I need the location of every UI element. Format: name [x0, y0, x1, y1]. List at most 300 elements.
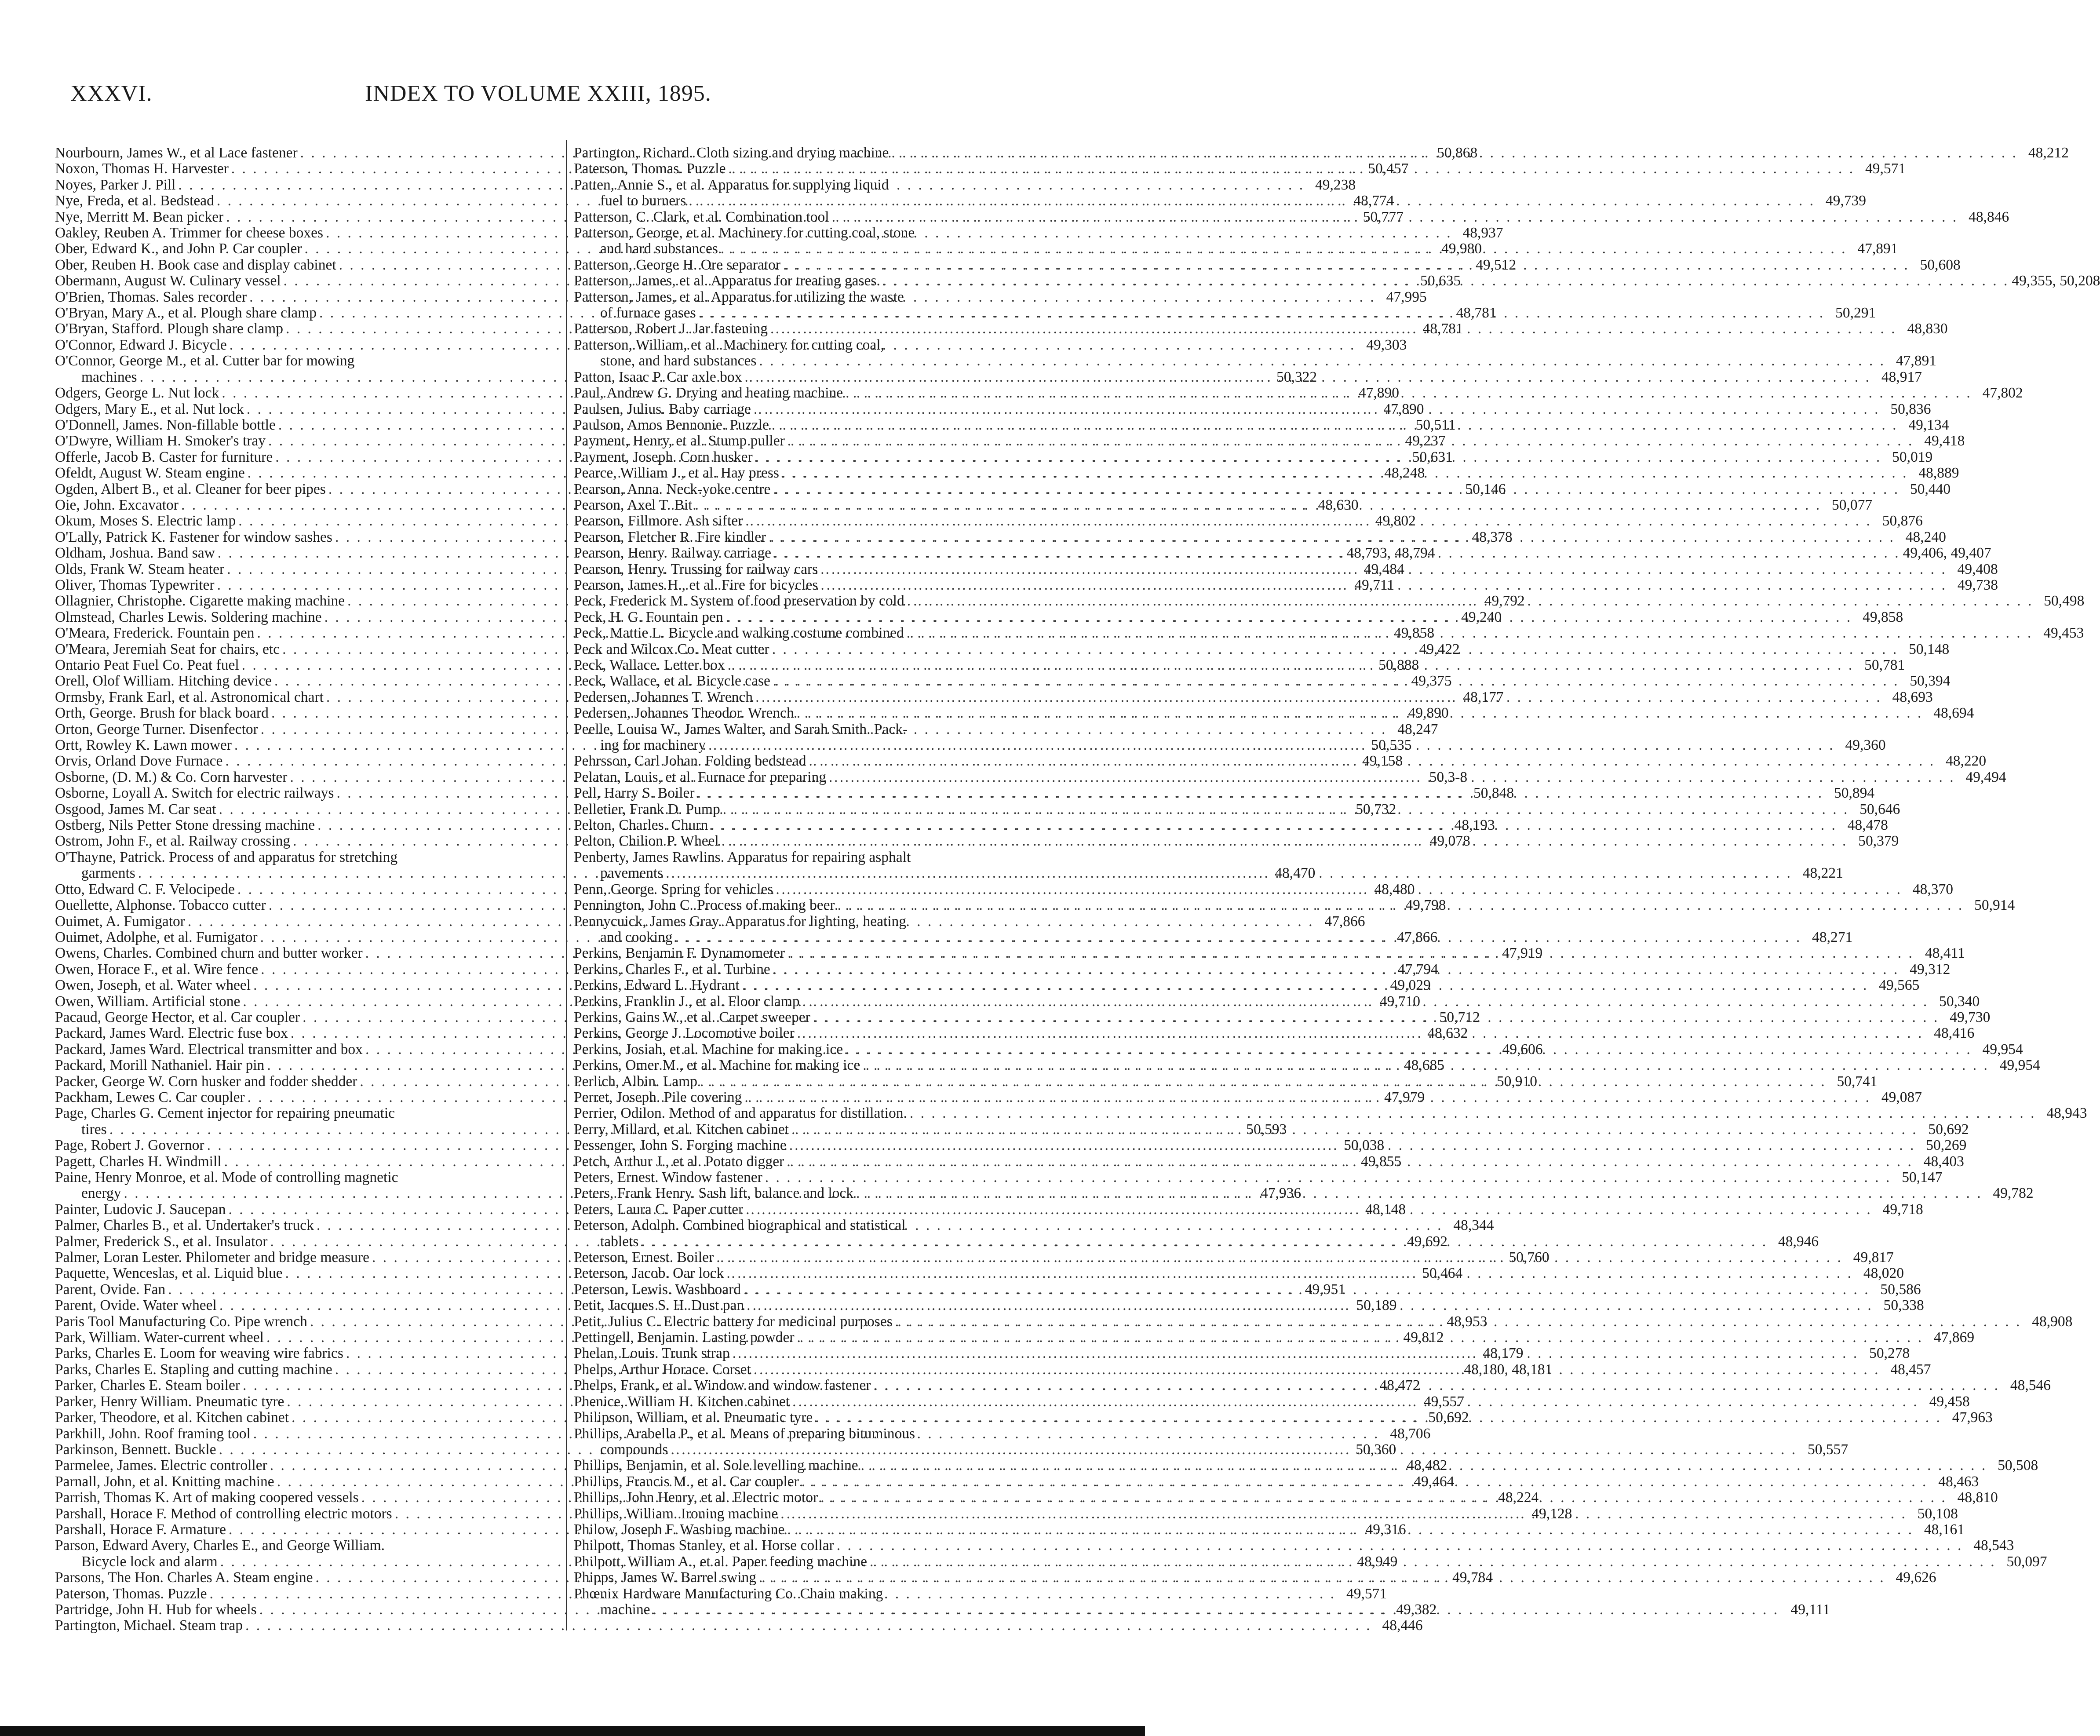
entry-text: Peck, Frederick M. System of food preservation by cold — [574, 593, 904, 609]
patent-number: 48,472 — [1379, 1377, 1420, 1394]
patent-number: 50,557 — [1807, 1441, 1848, 1458]
patent-number: 48,378 — [1472, 529, 1513, 545]
leader-dots — [697, 785, 1823, 801]
leader-dots — [721, 241, 1847, 257]
entry-text: Philow, Joseph F. Washing machine — [574, 1521, 785, 1538]
patent-number: 48,271 — [1812, 929, 1853, 945]
entry-continuation: and cooking — [600, 929, 673, 945]
entry-text: Peterson, Adolph. Combined biographical and statistical — [574, 1217, 906, 1234]
leader-dots — [759, 1570, 1885, 1586]
patent-number: 49,494 — [1965, 769, 2006, 785]
entry-text: Perkins, Charles F., et al. Turbine — [574, 961, 770, 977]
patent-number: 49,406, 49,407 — [1903, 545, 1991, 562]
patent-number: 50,322 — [1276, 368, 1317, 385]
patent-number: 50,777 — [1363, 208, 1404, 225]
patent-number: 49,512 — [1476, 256, 1517, 273]
patent-number: 49,782 — [1993, 1185, 2034, 1202]
leader-dots — [797, 1330, 1924, 1346]
entry-text: Perkins, Josiah, et al. Machine for making ice — [574, 1041, 843, 1058]
entry-text: Oie, John. Excavator — [55, 496, 179, 513]
patent-number: 50,910 — [1496, 1073, 1538, 1090]
entry-continuation: of furnace gases — [600, 305, 696, 321]
patent-number: 48,953 — [1447, 1313, 1488, 1330]
leader-dots — [802, 994, 1929, 1010]
entry-text: Oakley, Reuben A. Trimmer for cheese boxes — [55, 225, 324, 241]
patent-number: 49,565 — [1879, 977, 1920, 994]
leader-dots — [773, 962, 1899, 977]
leader-dots — [783, 257, 1910, 273]
patent-number: 50,189 — [1356, 1297, 1397, 1314]
entry-text: Payment, Henry, et al. Stump puller — [574, 433, 785, 449]
entry-continuation: pavements — [600, 865, 664, 882]
patent-number: 48,478 — [1847, 817, 1888, 834]
entry-text: O'Bryan, Stafford. Plough share clamp — [55, 321, 283, 337]
entry-text: Packard, Morill Nathaniel. Hair pin — [55, 1057, 265, 1074]
patent-number: 49,710 — [1379, 993, 1420, 1010]
patent-number: 49,858 — [1863, 609, 1903, 625]
entry-text: Ortt, Rowley K. Lawn mower — [55, 737, 232, 754]
entry-text: Oliver, Thomas Typewriter — [55, 576, 215, 593]
leader-dots — [770, 321, 1897, 337]
entry-text: Packer, George W. Corn husker and fodder shedder — [55, 1073, 357, 1090]
entry-text: Ober, Edward K., and John P. Car coupler — [55, 241, 302, 257]
entry-text: Parent, Ovide. Water wheel — [55, 1297, 217, 1314]
patent-number: 50,108 — [1917, 1505, 1958, 1522]
patent-number: 48,546 — [2010, 1377, 2051, 1394]
entry-text: Parson, Edward Avery, Charles E., and George William. — [55, 1537, 385, 1554]
leader-dots — [695, 497, 1822, 513]
patent-number: 48,344 — [1453, 1217, 1494, 1234]
entry-text: Noxon, Thomas H. Harvester — [55, 160, 229, 177]
leader-dots — [700, 1074, 1827, 1090]
entry-text: Oldham, Joshua. Band saw — [55, 545, 215, 562]
patent-number: 49,316 — [1365, 1521, 1406, 1538]
entry-text: Patterson, James, et al. Apparatus for utilizing the waste — [574, 288, 904, 305]
patent-number: 48,247 — [1397, 721, 1438, 737]
patent-number: 50,868 — [1437, 145, 1478, 161]
patent-number: 47,936 — [1261, 1185, 1302, 1202]
leader-dots — [802, 1474, 1928, 1490]
leader-dots — [820, 1490, 1947, 1506]
entry-text: Petit, Julius C. Electric battery for medicinal purposes — [574, 1313, 893, 1330]
leader-dots — [787, 1154, 1913, 1170]
patent-number: 50,269 — [1926, 1137, 1967, 1154]
patent-number: 48,889 — [1918, 465, 1959, 481]
entry-text: Patton, Isaac P. Car axle box — [574, 368, 742, 385]
leader-dots — [891, 145, 2018, 161]
patent-number: 50,360 — [1356, 1441, 1396, 1458]
patent-number: 47,891 — [1857, 241, 1898, 257]
patent-number: 48,020 — [1863, 1265, 1904, 1282]
entry-text: Pearson, Anna. Neck-yoke centre — [574, 481, 771, 497]
entry-text: Paulson, Amos Bennonie. Puzzle — [574, 416, 769, 433]
entry-text: O'Thayne, Patrick. Process of and apparatus for stretching — [55, 849, 398, 865]
entry-text: Phillips, William. Ironing machine — [574, 1505, 778, 1522]
entry-continuation: garments — [81, 865, 135, 882]
entry-continuation: tires — [81, 1121, 107, 1138]
patent-number: 48,221 — [1802, 865, 1843, 882]
bottom-edge — [0, 1726, 1145, 1736]
patent-number: 50,586 — [1880, 1281, 1921, 1298]
patent-number: 48,943 — [2046, 1105, 2087, 1122]
entry-text: Philipson, William, et al. Pneumatic tyre — [574, 1409, 813, 1426]
entry-text: Peck, Wallace, et al. Bicycle case — [574, 673, 770, 689]
entry-text: Phelps, Arthur Horace. Corset — [574, 1361, 751, 1378]
entry-text: Osborne, Loyall A. Switch for electric railways — [55, 785, 334, 802]
patent-number: 49,458 — [1929, 1393, 1970, 1410]
patent-number: 48,224 — [1498, 1489, 1539, 1506]
patent-number: 49,237 — [1405, 433, 1446, 449]
entry-text: Palmer, Loran Lester. Philometer and bridge measure — [55, 1249, 369, 1266]
leader-dots — [820, 577, 1947, 593]
entry-text: O'Dwyre, William H. Smoker's tray — [55, 433, 266, 449]
leader-dots — [788, 945, 1914, 961]
leader-dots — [788, 433, 1914, 449]
entry-continuation: machine — [600, 1601, 650, 1618]
patent-number: 47,979 — [1384, 1089, 1425, 1105]
patent-number: 48,177 — [1463, 689, 1504, 705]
entry-text: Phillips, Francis M., et al. Car coupler — [574, 1473, 799, 1490]
patent-number: 48,403 — [1923, 1153, 1964, 1170]
leader-dots — [754, 401, 1880, 417]
leader-dots — [744, 369, 1871, 385]
entry-text: Orton, George Turner. Disenfector — [55, 721, 258, 737]
patent-number: 50,338 — [1883, 1297, 1924, 1314]
entry-text: Phillips, Benjamin, et al. Sole levelling machine — [574, 1457, 858, 1474]
entry-text: Ouimet, Adolphe, et al. Fumigator — [55, 929, 258, 945]
entry-text: Pennycuick, James Gray. Apparatus for lighting, heating — [574, 913, 907, 930]
leader-dots — [726, 1266, 1853, 1281]
leader-dots — [809, 753, 1936, 769]
entry-text: O'Lally, Patrick K. Fastener for window sashes — [55, 529, 332, 545]
patent-number: 50,019 — [1892, 449, 1933, 465]
entry-text: Owen, Horace F., et al. Wire fence — [55, 961, 259, 977]
patent-number: 49,382 — [1396, 1601, 1437, 1618]
entry-continuation: and hard substances — [600, 241, 718, 257]
patent-number: 48,706 — [1390, 1425, 1431, 1442]
leader-dots — [755, 689, 1882, 705]
patent-number: 49,087 — [1881, 1089, 1922, 1105]
entry-text: Patterson, James, et al. Apparatus for treating gases. — [574, 273, 880, 289]
entry-text: Owen, Joseph, et al. Water wheel — [55, 977, 251, 994]
entry-text: Perrier, Odilon. Method of and apparatus for distillation. — [574, 1105, 907, 1122]
leader-dots — [722, 833, 1848, 849]
entry-text: Patten, Annie S., et al. Apparatus for supplying liquid — [574, 176, 889, 193]
patent-number: 49,029 — [1390, 977, 1431, 994]
patent-number: 49,817 — [1853, 1249, 1894, 1266]
patent-number: 50,147 — [1902, 1169, 1943, 1185]
patent-number: 48,411 — [1925, 945, 1965, 962]
entry-text: Peterson, Lewis. Washboard — [574, 1281, 741, 1298]
patent-number: 50,876 — [1882, 513, 1923, 529]
patent-number: 50,888 — [1378, 657, 1419, 673]
patent-number: 49,739 — [1825, 193, 1866, 209]
entry-text: Perlich, Albin. Lamp — [574, 1073, 697, 1090]
leader-dots — [815, 1410, 1942, 1426]
page-number: XXXVI. — [70, 81, 153, 106]
patent-number: 48,946 — [1778, 1233, 1819, 1250]
entry-text: Parker, Charles E. Steam boiler — [55, 1377, 241, 1394]
leader-dots — [787, 1522, 1914, 1538]
entry-text: Parsons, The Hon. Charles A. Steam engine — [55, 1569, 313, 1586]
entry-text: O'Meara, Jeremiah Seat for chairs, etc — [55, 641, 280, 657]
patent-number: 49,890 — [1408, 705, 1449, 722]
entry-text: Pell, Harry S. Boiler — [574, 785, 695, 802]
patent-number: 50,848 — [1473, 785, 1514, 802]
entry-text: Parkhill, John. Roof framing tool — [55, 1425, 251, 1442]
patent-number: 49,375 — [1411, 673, 1452, 689]
leader-dots — [838, 897, 1964, 913]
entry-text: Obermann, August W. Culinary vessel — [55, 273, 281, 289]
entry-text: Ostberg, Nils Petter Stone dressing machine — [55, 817, 315, 834]
entry-text: Packard, James Ward. Electric fuse box — [55, 1025, 288, 1042]
patent-number: 50,608 — [1920, 256, 1961, 273]
patent-number: 48,240 — [1905, 529, 1946, 545]
entry-text: Patterson, George H. Ore separator — [574, 256, 781, 273]
entry-text: Pettingell, Benjamin. Lasting powder — [574, 1329, 795, 1346]
entry-text: Pacaud, George Hector, et al. Car coupler — [55, 1009, 300, 1025]
leader-dots — [895, 1314, 2022, 1330]
patent-number: 49,422 — [1419, 641, 1460, 657]
patent-number: 48,810 — [1957, 1489, 1998, 1506]
patent-number: 49,730 — [1950, 1009, 1991, 1025]
entry-text: Paul, Andrew G. Drying and heating machine — [574, 385, 843, 401]
leader-dots — [870, 1554, 1996, 1570]
entry-text: Phœnix Hardware Manufacturing Co. Chain making — [574, 1585, 883, 1602]
patent-number: 49,951 — [1305, 1281, 1345, 1298]
entry-text: Phillips, John Henry, et al. Electric motor — [574, 1489, 818, 1506]
entry-text: Ouimet, A. Fumigator — [55, 913, 185, 930]
patent-number: 50,278 — [1869, 1345, 1910, 1362]
patent-number: 48,630 — [1318, 496, 1359, 513]
patent-number: 49,980 — [1441, 241, 1482, 257]
entry-text: Orth, George. Brush for black board — [55, 705, 269, 722]
entry-text: Offerle, Jacob B. Caster for furniture — [55, 449, 273, 465]
leader-dots — [861, 1458, 1987, 1473]
patent-number: 49,418 — [1924, 433, 1965, 449]
entry-text: Pehrsson, Carl Johan. Folding bedstead — [574, 753, 806, 770]
entry-text: Peterson, Jacob. Oar lock — [574, 1265, 724, 1282]
entry-text: Perkins, Gains W., et al. Carpet sweeper — [574, 1009, 810, 1025]
entry-text: Pelton, Charles. Churn — [574, 817, 708, 834]
patent-number: 47,869 — [1934, 1329, 1975, 1346]
patent-number: 49,855 — [1361, 1153, 1402, 1170]
entry-text: Pearson, James H., et al. Fire for bicycles — [574, 576, 818, 593]
patent-number: 49,606 — [1502, 1041, 1543, 1058]
patent-number: 48,917 — [1881, 368, 1922, 385]
patent-number: 49,557 — [1423, 1393, 1465, 1410]
leader-dots — [910, 1105, 2036, 1121]
patent-number: 48,937 — [1462, 225, 1503, 241]
entry-text: Perkins, Omer M., et al. Machine for making ice — [574, 1057, 860, 1074]
patent-number: 47,802 — [1982, 385, 2023, 401]
patent-number: 50,3-8 — [1429, 769, 1468, 785]
leader-dots — [846, 385, 1972, 401]
leader-dots — [671, 1442, 1797, 1458]
leader-dots — [792, 1394, 1919, 1410]
index-entry — [574, 1105, 2087, 1122]
patent-number: 49,802 — [1375, 513, 1416, 529]
leader-dots — [907, 593, 2034, 609]
leader-dots — [733, 1346, 1859, 1361]
patent-number: 50,593 — [1246, 1121, 1287, 1138]
patent-number: 48,774 — [1353, 193, 1394, 209]
entry-text: Ollagnier, Christophe. Cigarette making machine — [55, 593, 345, 609]
leader-dots — [907, 625, 2033, 641]
entry-text: Peck, Mattie L. Bicycle and walking costume combined — [574, 625, 904, 642]
entry-text: Phelps, Frank, et al. Window and window fastener — [574, 1377, 871, 1394]
patent-number: 50,508 — [1998, 1457, 2038, 1474]
entry-text: O'Meara, Frederick. Fountain pen — [55, 625, 255, 642]
patent-number: 48,416 — [1934, 1025, 1975, 1042]
patent-number: 48,632 — [1427, 1025, 1468, 1042]
entry-text: Park, William. Water-current wheel — [55, 1329, 264, 1346]
patent-number: 48,446 — [1382, 1617, 1423, 1634]
leader-dots — [729, 161, 1855, 177]
patent-number: 50,457 — [1368, 160, 1409, 177]
patent-number: 49,738 — [1957, 576, 1998, 593]
entry-text: Paterson, Thomas. Puzzle — [574, 160, 726, 177]
entry-continuation: compounds — [600, 1441, 668, 1458]
entry-continuation: machines — [81, 368, 137, 385]
entry-text: Pagett, Charles H. Windmill — [55, 1153, 222, 1170]
patent-number: 50,894 — [1834, 785, 1875, 802]
entry-text: Ouellette, Alphonse. Tobacco cutter — [55, 897, 266, 914]
leader-dots — [773, 481, 1899, 497]
index-entry — [574, 1537, 2014, 1554]
entry-text: Owens, Charles. Combined churn and butter worker — [55, 945, 363, 962]
entry-text: Otto, Edward C. F. Velocipede — [55, 881, 235, 897]
entry-text: Payment, Joseph. Corn husker — [574, 449, 753, 465]
patent-number: 50,635 — [1420, 273, 1461, 289]
index-entry — [55, 1617, 1423, 1634]
entry-text: Pedersen, Johannes Theodor. Wrench — [574, 705, 794, 722]
entry-text: Peelle, Louisa W., James Walter, and Sarah Smith. Pack- — [574, 721, 908, 737]
patent-number: 48,781 — [1422, 321, 1463, 337]
patent-number: 48,220 — [1946, 753, 1987, 770]
entry-text: Phillips, Arabella P., et al. Means of preparing bituminous — [574, 1425, 915, 1442]
entry-text: Odgers, Mary E., et al. Nut lock — [55, 401, 244, 417]
entry-text: Osborne, (D. M.) & Co. Corn harvester — [55, 769, 288, 785]
leader-dots — [773, 673, 1899, 689]
patent-number: 49,128 — [1531, 1505, 1572, 1522]
entry-continuation: stone, and hard substances — [600, 353, 757, 369]
leader-dots — [774, 545, 1900, 561]
entry-text: Parshall, Horace F. Armature — [55, 1521, 226, 1538]
entry-continuation: energy — [81, 1185, 121, 1202]
leader-dots — [782, 465, 1908, 481]
entry-text: O'Brien, Thomas. Sales recorder — [55, 288, 247, 305]
patent-number: 47,995 — [1386, 288, 1427, 305]
entry-text: Parnall, John, et al. Knitting machine — [55, 1473, 274, 1490]
leader-dots — [716, 1250, 1843, 1266]
leader-dots — [837, 1538, 1963, 1554]
entry-text: Peterson, Ernest. Boiler — [574, 1249, 714, 1266]
leader-dots — [873, 1378, 2000, 1393]
patent-number: 49,718 — [1882, 1201, 1923, 1218]
patent-number: 49,312 — [1910, 961, 1951, 977]
leader-dots — [689, 193, 1815, 209]
entry-text: Okum, Moses S. Electric lamp — [55, 513, 236, 529]
patent-number: 50,464 — [1422, 1265, 1463, 1282]
entry-text: Perkins, Edward L. Hydrant — [574, 977, 740, 994]
leader-dots — [747, 1298, 1873, 1313]
patent-number: 50,631 — [1412, 449, 1453, 465]
patent-number: 50,511 — [1415, 416, 1456, 433]
entry-continuation: fuel to burners — [600, 193, 686, 209]
entry-text: Parmelee, James. Electric controller — [55, 1457, 267, 1474]
patent-number: 50,914 — [1974, 897, 2015, 914]
entry-text: Pearson, Fletcher R. Fire kindler — [574, 529, 766, 545]
patent-number: 47,919 — [1502, 945, 1543, 962]
patent-number: 49,692 — [1407, 1233, 1447, 1250]
entry-text: Parent, Ovide. Fan — [55, 1281, 166, 1298]
patent-number: 49,158 — [1362, 753, 1403, 770]
patent-number: 50,097 — [2006, 1553, 2047, 1570]
entry-text: Olmstead, Charles Lewis. Soldering machine — [55, 609, 322, 625]
leader-dots — [641, 1234, 1768, 1250]
leader-dots — [723, 802, 1849, 817]
entry-text: O'Connor, Edward J. Bicycle — [55, 336, 227, 353]
entry-text: Orvis, Orland Dove Furnace — [55, 753, 223, 770]
entry-text: Parker, Theodore, et al. Kitchen cabinet — [55, 1409, 289, 1426]
entry-text: Pennington, John C. Process of making beer — [574, 897, 835, 914]
entry-text: Ofeldt, August W. Steam engine — [55, 465, 245, 481]
patent-number: 50,148 — [1909, 641, 1950, 657]
entry-text: Parshall, Horace F. Method of controlling electric motors — [55, 1505, 392, 1522]
patent-number: 48,793, 48,794 — [1346, 545, 1435, 562]
entry-text: Pedersen, Johannes T. Wrench — [574, 689, 753, 705]
entry-text: Patterson, George, et al. Machinery for cutting coal, stone — [574, 225, 915, 241]
patent-number: 50,692 — [1928, 1121, 1969, 1138]
patent-number: 49,954 — [1999, 1057, 2040, 1074]
patent-number: 49,240 — [1461, 609, 1502, 625]
patent-number: 47,890 — [1383, 401, 1424, 417]
patent-number: 50,646 — [1859, 801, 1900, 817]
patent-number: 49,464 — [1414, 1473, 1455, 1490]
entry-text: Petit, Jacques S. H. Dust pan — [574, 1297, 744, 1314]
entry-text: Noyes, Parker J. Pill — [55, 176, 176, 193]
patent-number: 50,781 — [1864, 657, 1905, 673]
leader-dots — [708, 737, 1835, 753]
entry-text: Peters, Frank Henry. Sash lift, balance and lock — [574, 1185, 854, 1202]
entry-text: Nye, Freda, et al. Bedstead — [55, 193, 214, 209]
patent-number: 48,480 — [1374, 881, 1415, 897]
patent-number: 50,836 — [1890, 401, 1931, 417]
leader-dots — [754, 1362, 1880, 1378]
page-title: INDEX TO VOLUME XXIII, 1895. — [365, 81, 711, 106]
entry-text: Patterson, C. Clark, et al. Combination tool — [574, 208, 829, 225]
patent-number: 50,535 — [1371, 737, 1412, 754]
patent-number: 47,794 — [1397, 961, 1438, 977]
entry-text: Partridge, John H. Hub for wheels — [55, 1601, 257, 1618]
entry-text: Parker, Henry William. Pneumatic tyre — [55, 1393, 284, 1410]
patent-number: 49,798 — [1405, 897, 1446, 914]
leader-dots — [699, 305, 1825, 321]
patent-number: 48,543 — [1973, 1537, 2014, 1554]
patent-number: 50,077 — [1832, 496, 1873, 513]
patent-number: 50,146 — [1465, 481, 1506, 497]
entry-text: Parrish, Thomas K. Art of making coopered vessels — [55, 1489, 359, 1506]
patent-number: 49,453 — [2043, 625, 2084, 642]
leader-dots — [769, 529, 1895, 545]
patent-number: 49,078 — [1429, 833, 1470, 850]
entry-text: Phelan, Louis. Trunk strap — [574, 1345, 730, 1362]
patent-number: 48,463 — [1938, 1473, 1979, 1490]
entry-text: Nye, Merritt M. Bean picker — [55, 208, 224, 225]
patent-number: 48,180, 48,181 — [1464, 1361, 1553, 1378]
patent-number: 49,792 — [1484, 593, 1525, 609]
